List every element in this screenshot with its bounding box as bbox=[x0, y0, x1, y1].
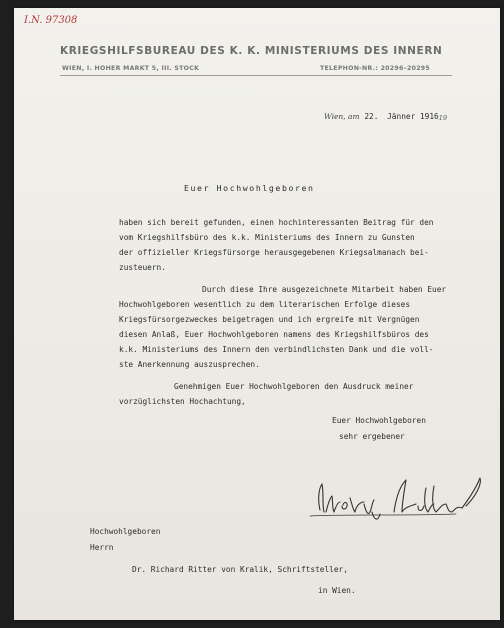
body-line: Durch diese Ihre ausgezeichnete Mitarbeit haben Euer bbox=[202, 285, 447, 294]
body-line: Genehmigen Euer Hochwohlgeboren den Ausdruck meiner bbox=[174, 382, 414, 391]
archive-number: I.N. 97308 bbox=[24, 15, 78, 26]
letter-page bbox=[14, 8, 500, 620]
salutation: Euer Hochwohlgeboren bbox=[184, 183, 315, 193]
body-line: haben sich bereit gefunden, einen hochinteressanten Beitrag für den bbox=[119, 218, 434, 227]
letterhead-rule bbox=[60, 75, 452, 76]
body-line: k.k. Ministeriums des Innern den verbindlichsten Dank und die voll- bbox=[119, 345, 434, 354]
letter-date bbox=[324, 112, 447, 122]
date-place: Wien, am bbox=[324, 112, 360, 121]
letterhead-address: WIEN, I. HOHER MARKT 5, III. STOCK bbox=[62, 65, 200, 72]
recipient-line-2: Herrn bbox=[90, 543, 114, 552]
closing-line-1: Euer Hochwohlgeboren bbox=[332, 416, 426, 425]
body-line: diesen Anlaß, Euer Hochwohlgeboren namens des Kriegshilfsbüros des bbox=[119, 330, 429, 339]
body-line: ste Anerkennung auszusprechen. bbox=[119, 360, 260, 369]
body-line: der offizieller Kriegsfürsorge herausgegebenen Kriegsalmanach bei- bbox=[119, 248, 429, 257]
recipient-line-1: Hochwohlgeboren bbox=[90, 527, 161, 536]
recipient-line-3: Dr. Richard Ritter von Kralik, Schriftsteller, bbox=[132, 565, 348, 574]
letterhead-phone: TELEPHON-NR.: 20296–20295 bbox=[320, 65, 431, 72]
date-day: 22. bbox=[364, 112, 379, 121]
closing-line-2: sehr ergebener bbox=[339, 432, 405, 441]
body-line: Hochwohlgeboren wesentlich zu dem literarischen Erfolge dieses bbox=[119, 300, 411, 309]
body-line: vom Kriegshilfsbüro des k.k. Ministeriums des Innern zu Gunsten bbox=[119, 233, 415, 242]
date-printed-suffix: 19 bbox=[438, 114, 448, 122]
letterhead-title: KRIEGSHILFSBUREAU DES K. K. MINISTERIUMS DES INNERN bbox=[60, 45, 443, 57]
body-line: vorzüglichsten Hochachtung, bbox=[119, 397, 246, 406]
body-line: Kriegsfürsorgezweckes beigetragen und ich ergreife mit Vergnügen bbox=[119, 315, 420, 324]
handwritten-signature bbox=[306, 468, 486, 528]
recipient-line-4: in Wien. bbox=[318, 586, 356, 595]
date-month-year: Jänner 1916 bbox=[387, 112, 439, 121]
body-line: zusteuern. bbox=[119, 263, 166, 272]
